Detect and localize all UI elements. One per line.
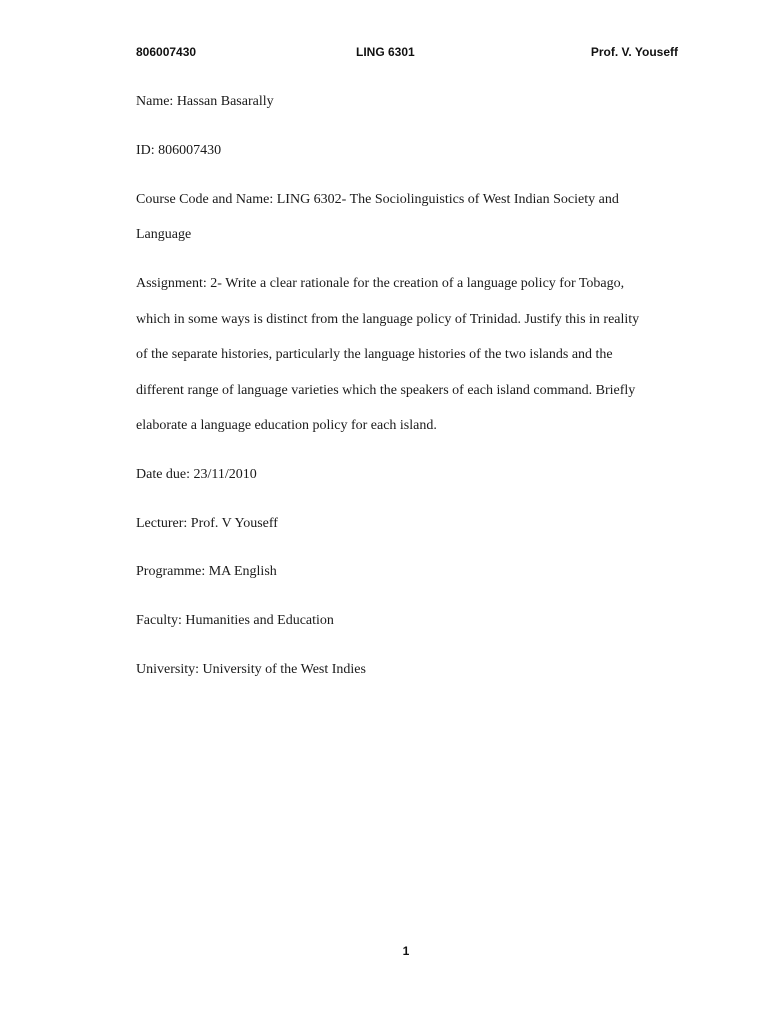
assignment-line-5: elaborate a language education policy for each island. <box>136 418 437 433</box>
assignment-line-3: of the separate histories, particularly the language histories of the two islands and the <box>136 347 613 362</box>
header-professor: Prof. V. Youseff <box>590 45 678 59</box>
header-student-id: 806007430 <box>136 45 197 59</box>
assignment-line-1: Assignment: 2- Write a clear rationale for the creation of a language policy for Tobago, <box>136 276 625 291</box>
university: University: University of the West Indies <box>136 662 366 677</box>
page-header <box>136 45 678 65</box>
page-number: 1 <box>402 944 410 958</box>
date-due: Date due: 23/11/2010 <box>136 467 257 482</box>
assignment-line-2: which in some ways is distinct from the language policy of Trinidad. Justify this in reality <box>136 312 640 327</box>
student-id: ID: 806007430 <box>136 143 222 158</box>
faculty: Faculty: Humanities and Education <box>136 613 334 628</box>
course-line-1: Course Code and Name: LING 6302- The Sociolinguistics of West Indian Society and <box>136 192 619 207</box>
programme: Programme: MA English <box>136 564 277 579</box>
course-line-2: Language <box>136 227 192 242</box>
student-name: Name: Hassan Basarally <box>136 94 274 109</box>
header-course-code: LING 6301 <box>356 45 415 59</box>
lecturer: Lecturer: Prof. V Youseff <box>136 516 278 531</box>
assignment-line-4: different range of language varieties which the speakers of each island command. Briefly <box>136 383 636 398</box>
